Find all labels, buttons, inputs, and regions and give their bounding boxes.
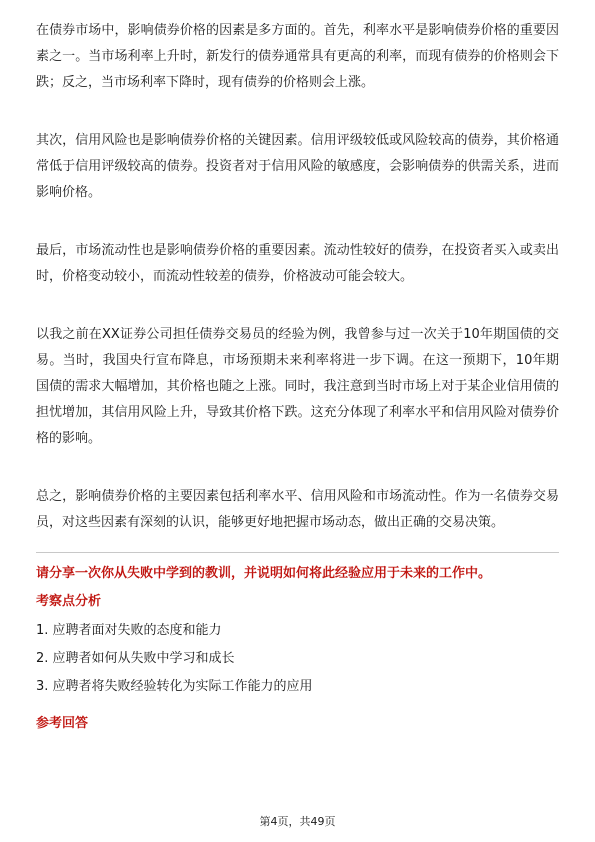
body-paragraph-5: 总之，影响债券价格的主要因素包括利率水平、信用风险和市场流动性。作为一名债券交易员，对这些因素有深刻的认识，能够更好地把握市场动态，做出正确的交易决策。 xyxy=(36,489,559,530)
body-paragraph-3: 最后，市场流动性也是影响债券价格的重要因素。流动性较好的债券，在投资者买入或卖出时，价格变动较小，而流动性较差的债券，价格波动可能会较大。 xyxy=(36,243,559,284)
interview-question: 请分享一次你从失败中学到的教训，并说明如何将此经验应用于未来的工作中。 xyxy=(36,566,492,581)
analysis-item-3: 3. 应聘者将失败经验转化为实际工作能力的应用 xyxy=(36,679,313,694)
analysis-list xyxy=(36,617,559,701)
analysis-item-1: 1. 应聘者面对失败的态度和能力 xyxy=(36,623,222,638)
body-paragraph-2: 其次，信用风险也是影响债券价格的关键因素。信用评级较低或风险较高的债券，其价格通常低于信用评级较高的债券。投资者对于信用风险的敏感度，会影响债券的供需关系，进而影响价格。 xyxy=(36,133,559,200)
analysis-item-2: 2. 应聘者如何从失败中学习和成长 xyxy=(36,651,235,666)
reference-answer-heading: 参考回答 xyxy=(36,716,89,731)
body-paragraph-1: 在债券市场中，影响债券价格的因素是多方面的。首先，利率水平是影响债券价格的重要因素之一。当市场利率上升时，新发行的债券通常具有更高的利率，而现有债券的价格则会下跌；反之，当市场利率下降时，现有债券的价格则会上涨。 xyxy=(36,23,559,90)
body-paragraph-4: 以我之前在XX证券公司担任债券交易员的经验为例，我曾参与过一次关于10年期国债的交易。当时，我国央行宣布降息，市场预期未来利率将进一步下调。在这一预期下，10年期国债的需求大幅增加，其价格也随之上涨。同时，我注意到当时市场上对于某企业信用债的担忧增加，其信用风险上升，导致其价格下跌。这充分体现了利率水平和信用风险对债券价格的影响。 xyxy=(36,327,559,446)
document-page xyxy=(36,18,559,739)
section-divider xyxy=(36,552,559,553)
page-number: 第4页，共49页 xyxy=(259,815,336,828)
analysis-heading: 考察点分析 xyxy=(36,594,102,609)
